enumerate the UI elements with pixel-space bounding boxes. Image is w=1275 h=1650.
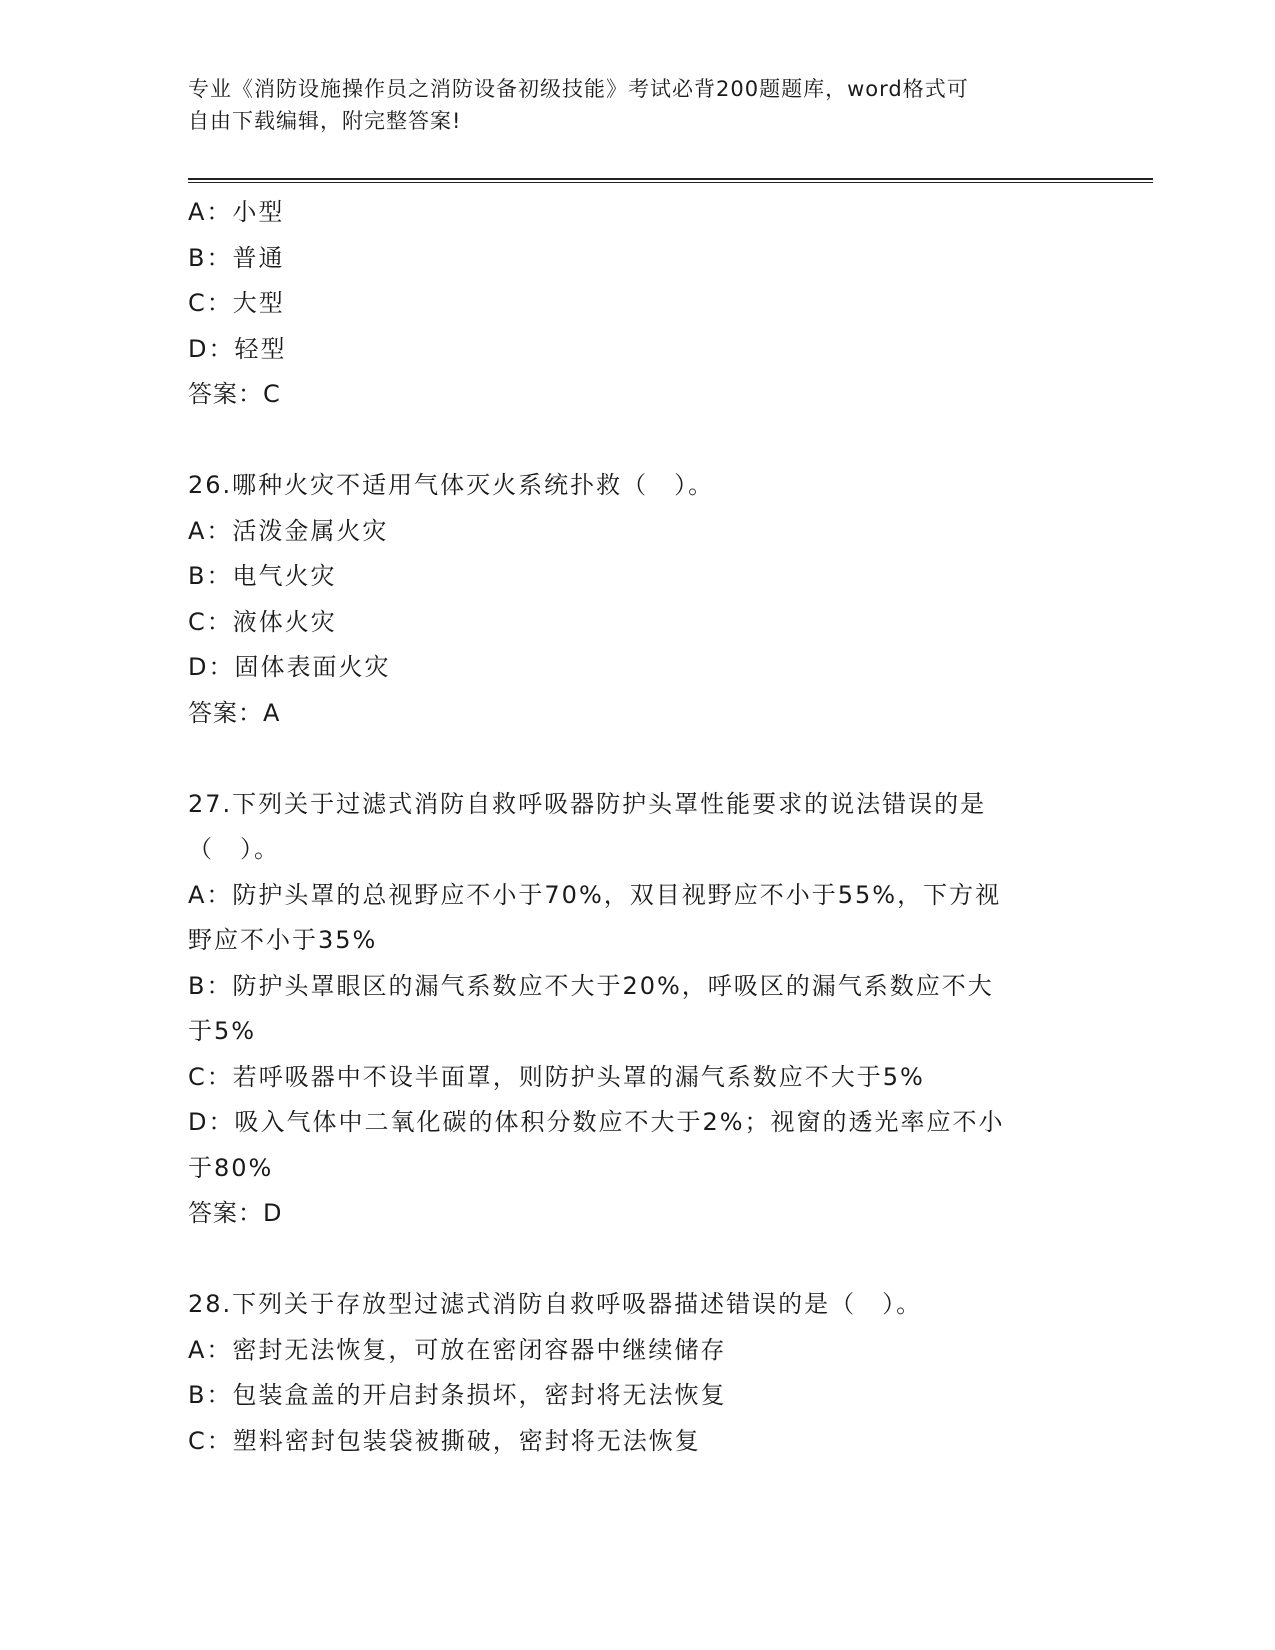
q26-option-a: A：活泼金属火灾 <box>188 516 389 545</box>
spacer <box>188 418 1088 464</box>
document-header <box>188 73 1088 137</box>
question-27 <box>188 782 1088 1237</box>
q28-option-c: C：塑料密封包装袋被撕破，密封将无法恢复 <box>188 1426 701 1455</box>
q25-option-c: C：大型 <box>188 289 285 317</box>
q27-option-d-line-1: D：吸入气体中二氧化碳的体积分数应不大于2%；视窗的透光率应不小 <box>188 1108 1005 1136</box>
q26-answer: 答案：A <box>188 698 281 727</box>
q27-option-a-line-2: 野应不小于35% <box>188 926 378 954</box>
header-line-1: 专业《消防设施操作员之消防设备初级技能》考试必背200题题库，word格式可 <box>188 77 969 101</box>
q25-option-d: D：轻型 <box>188 334 287 363</box>
question-26 <box>188 463 1088 736</box>
q27-option-b-line-1: B：防护头罩眼区的漏气系数应不大于20%，呼吸区的漏气系数应不大 <box>188 971 994 1000</box>
q25-option-b: B：普通 <box>188 243 285 272</box>
q28-option-a: A：密封无法恢复，可放在密闭容器中继续储存 <box>188 1335 727 1364</box>
q25-answer: 答案：C <box>188 380 281 408</box>
q27-question-line-2: （ ）。 <box>188 835 280 863</box>
spacer <box>188 1237 1088 1283</box>
header-divider-thick <box>188 178 1153 180</box>
q27-question-line-1: 27.下列关于过滤式消防自救呼吸器防护头罩性能要求的说法错误的是 <box>188 789 987 818</box>
question-content <box>188 190 1088 1464</box>
q27-option-d-line-2: 于80% <box>188 1153 274 1182</box>
q28-question: 28.下列关于存放型过滤式消防自救呼吸器描述错误的是（ ）。 <box>188 1290 923 1318</box>
question-28 <box>188 1282 1088 1464</box>
q27-option-c: C：若呼吸器中不设半面罩，则防护头罩的漏气系数应不大于5% <box>188 1062 925 1091</box>
q28-option-b: B：包装盒盖的开启封条损坏，密封将无法恢复 <box>188 1381 727 1409</box>
q27-answer: 答案：D <box>188 1199 283 1227</box>
header-divider-thin <box>188 182 1153 183</box>
question-25 <box>188 190 1088 418</box>
q26-question: 26.哪种火灾不适用气体灭火系统扑救（ ）。 <box>188 471 715 499</box>
q27-option-a-line-1: A：防护头罩的总视野应不小于70%，双目视野应不小于55%，下方视 <box>188 880 1002 909</box>
q26-option-d: D：固体表面火灾 <box>188 653 391 681</box>
q25-option-a: A：小型 <box>188 198 285 226</box>
q26-option-b: B：电气火灾 <box>188 562 337 590</box>
q27-option-b-line-2: 于5% <box>188 1017 257 1045</box>
header-line-2: 自由下载编辑，附完整答案! <box>188 109 462 133</box>
spacer <box>188 736 1088 782</box>
q26-option-c: C：液体火灾 <box>188 607 337 636</box>
